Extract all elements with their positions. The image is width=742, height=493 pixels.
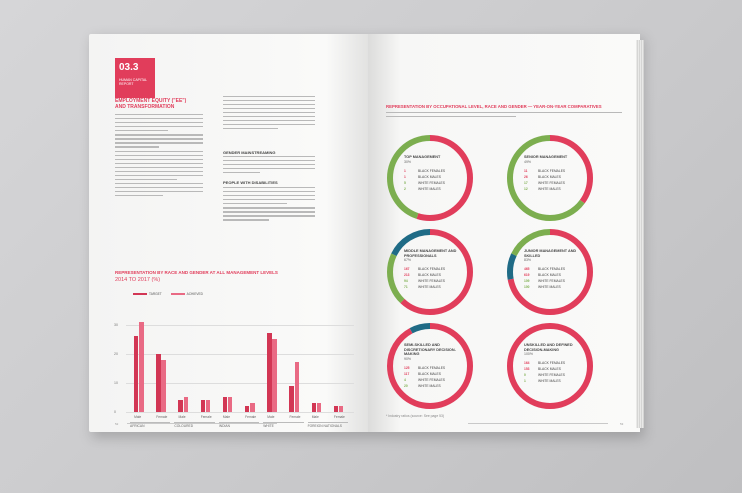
bar-chart <box>114 290 354 432</box>
left-page <box>89 34 368 432</box>
ring-percent: 30% <box>404 159 412 164</box>
ring-1 <box>506 134 594 222</box>
ring-title: SEMI-SKILLED AND DISCRETIONARY DECISION-MAKING <box>404 343 456 357</box>
ring-row <box>524 186 578 192</box>
ring-row-label: WHITE MALES <box>538 186 561 191</box>
ring-row-value: 26 <box>524 174 528 179</box>
bar-target-4 <box>223 397 228 412</box>
ring-title: UNSKILLED AND DEFINED DECISION-MAKING <box>524 343 573 352</box>
bar-target-5 <box>245 406 250 412</box>
ring-row <box>524 378 578 384</box>
bar-target-3 <box>201 400 206 412</box>
ring-row-value: 12 <box>524 186 528 191</box>
ring-percent: 90% <box>404 356 412 361</box>
ring-title: JUNIOR MANAGEMENT AND SKILLED <box>524 249 577 258</box>
bar-target-0 <box>134 336 139 412</box>
bar-target-7 <box>289 386 294 412</box>
ring-row-value: 100 <box>524 285 530 290</box>
right-footnote: * Industry ratios (source: See page 53) <box>386 414 445 418</box>
ring-row-label: WHITE MALES <box>418 186 441 191</box>
ring-row-value: 619 <box>524 273 530 278</box>
y-tick-label: 20 <box>114 351 118 356</box>
x-group-label: FOREIGN NATIONALS <box>307 424 342 428</box>
bar-achieved-2 <box>184 397 189 412</box>
ring-row-value: 20 <box>404 383 408 388</box>
disabilities-heading: PEOPLE WITH DISABILITIES <box>223 180 278 185</box>
x-tick-label: Male <box>134 415 142 419</box>
left-footer-text <box>127 423 277 424</box>
ring-row-value: 11 <box>524 168 528 173</box>
section-tag <box>115 58 155 98</box>
x-group-label: INDIAN <box>218 424 230 428</box>
x-group-label: AFRICAN <box>130 424 145 428</box>
chart-subtitle: 2014 TO 2017 (%) <box>115 277 161 283</box>
ring-percent: 100% <box>524 352 533 357</box>
ring-row-value: 17 <box>524 180 528 185</box>
ring-row-label: WHITE MALES <box>538 379 561 384</box>
bar-achieved-6 <box>272 339 277 412</box>
ring-row-label: BLACK FEMALES <box>538 168 566 173</box>
bar-achieved-5 <box>250 403 255 412</box>
ring-title: TOP MANAGEMENT <box>404 155 441 159</box>
gender-body-text <box>223 96 315 132</box>
ring-row <box>404 383 458 389</box>
ring-percent: 83% <box>524 258 532 263</box>
ring-row-label: WHITE MALES <box>538 285 561 290</box>
ring-row-label: WHITE MALES <box>418 285 441 290</box>
ring-2 <box>386 228 474 316</box>
ring-row-value: 213 <box>404 273 410 278</box>
ring-row-value: 465 <box>524 267 530 272</box>
x-group-label: COLOURED <box>174 424 194 428</box>
section-sub: HUMAN CAPITAL REPORT <box>119 78 148 86</box>
x-group-label: WHITE <box>263 424 274 428</box>
ring-0 <box>386 134 474 222</box>
ring-row-value: 167 <box>404 267 410 272</box>
right-heading: REPRESENTATION BY OCCUPATIONAL LEVEL, RACE AND GENDER — YEAR-ON-YEAR COMPARATIVES <box>386 104 602 109</box>
ring-row-value: 1 <box>524 379 526 384</box>
ring-row-label: BLACK FEMALES <box>538 361 566 366</box>
employment-heading-line2: AND TRANSFORMATION <box>115 104 175 110</box>
ring-row-label: WHITE FEMALES <box>538 279 565 284</box>
x-tick-label: Male <box>311 415 319 419</box>
ring-row-value: 164 <box>524 361 530 366</box>
ring-row-label: BLACK FEMALES <box>418 168 446 173</box>
ring-5 <box>506 322 594 410</box>
ring-row-value: 0 <box>524 373 526 378</box>
ring-row-label: BLACK FEMALES <box>418 365 446 370</box>
ring-row-label: WHITE FEMALES <box>418 180 445 185</box>
bar-target-6 <box>267 333 272 412</box>
ring-row-label: WHITE FEMALES <box>538 180 565 185</box>
right-page <box>368 34 640 432</box>
x-group-rule <box>308 422 348 423</box>
ring-row <box>404 284 458 290</box>
ring-row-value: 117 <box>404 371 410 376</box>
x-tick-label: Female <box>156 415 168 419</box>
x-tick-label: Female <box>289 415 301 419</box>
y-tick-label: 30 <box>114 322 118 327</box>
ring-percent: 67% <box>404 258 412 263</box>
ring-row-label: BLACK MALES <box>418 273 441 278</box>
ring-row <box>524 284 578 290</box>
ring-row-value: 71 <box>404 285 408 290</box>
legend-achieved: ACHIEVED <box>186 292 203 296</box>
section-number: 03.3 <box>119 62 139 73</box>
ring-row-value: 153 <box>524 367 530 372</box>
ring-row-value: 125 <box>404 365 410 370</box>
ring-row <box>404 186 458 192</box>
employment-body-text <box>115 114 203 199</box>
ring-row-value: 5 <box>404 180 406 185</box>
bar-target-1 <box>156 354 161 412</box>
page-edges <box>636 40 644 428</box>
x-tick-label: Male <box>222 415 231 419</box>
ring-row-label: BLACK FEMALES <box>418 267 446 272</box>
bar-achieved-7 <box>295 362 300 412</box>
x-tick-label: Female <box>245 415 257 419</box>
left-page-number: 52 <box>115 422 119 426</box>
employment-heading-line1: EMPLOYMENT EQUITY ("EE") <box>115 98 187 104</box>
y-tick-label: 0 <box>114 410 116 414</box>
ring-row-label: WHITE MALES <box>418 383 441 388</box>
right-intro-text <box>386 112 622 120</box>
gender-heading: GENDER MAINSTREAMING <box>223 150 276 155</box>
right-page-number: 53 <box>620 422 624 426</box>
ring-row-value: 109 <box>524 279 530 284</box>
ring-row-value: 1 <box>404 174 406 179</box>
bar-achieved-4 <box>228 397 233 412</box>
x-tick-label: Male <box>178 415 186 419</box>
employment-heading <box>115 98 186 110</box>
ring-row-label: WHITE FEMALES <box>538 373 565 378</box>
x-tick-label: Female <box>333 415 345 419</box>
ring-row-label: BLACK MALES <box>538 273 561 278</box>
ring-row-label: BLACK MALES <box>538 174 561 179</box>
bar-target-9 <box>334 406 339 412</box>
bar-target-8 <box>312 403 317 412</box>
ring-row-label: BLACK MALES <box>418 371 441 376</box>
x-tick-label: Female <box>200 415 212 419</box>
ring-row-value: 94 <box>404 279 408 284</box>
ring-row-value: 2 <box>404 186 406 191</box>
x-tick-label: Male <box>267 415 275 419</box>
ring-row-value: 4 <box>404 377 406 382</box>
legend-target: TARGET <box>149 292 162 296</box>
ring-percent: 49% <box>524 159 532 164</box>
disabilities-body-text <box>223 187 315 223</box>
ring-row-label: BLACK MALES <box>418 174 441 179</box>
bar-achieved-9 <box>339 406 344 412</box>
gridline <box>126 412 354 413</box>
right-footer-text <box>468 423 608 424</box>
bar-achieved-8 <box>317 403 322 412</box>
bar-achieved-0 <box>139 322 144 412</box>
ring-row-label: BLACK FEMALES <box>538 267 566 272</box>
bar-target-2 <box>178 400 183 412</box>
ring-title: MIDDLE MANAGEMENT AND PROFESSIONALS <box>404 249 457 258</box>
ring-row-label: WHITE FEMALES <box>418 279 445 284</box>
bar-achieved-1 <box>161 360 166 412</box>
ring-4 <box>386 322 474 410</box>
ring-row-label: WHITE FEMALES <box>418 377 445 382</box>
y-tick-label: 10 <box>114 380 118 385</box>
ring-row-value: 1 <box>404 168 406 173</box>
ring-row-label: BLACK MALES <box>538 367 561 372</box>
ring-title: SENIOR MANAGEMENT <box>524 155 568 159</box>
ring-3 <box>506 228 594 316</box>
gender-body-text-2 <box>223 156 315 176</box>
bar-achieved-3 <box>206 400 211 412</box>
chart-title: REPRESENTATION BY RACE AND GENDER AT ALL MANAGEMENT LEVELS <box>115 270 278 275</box>
